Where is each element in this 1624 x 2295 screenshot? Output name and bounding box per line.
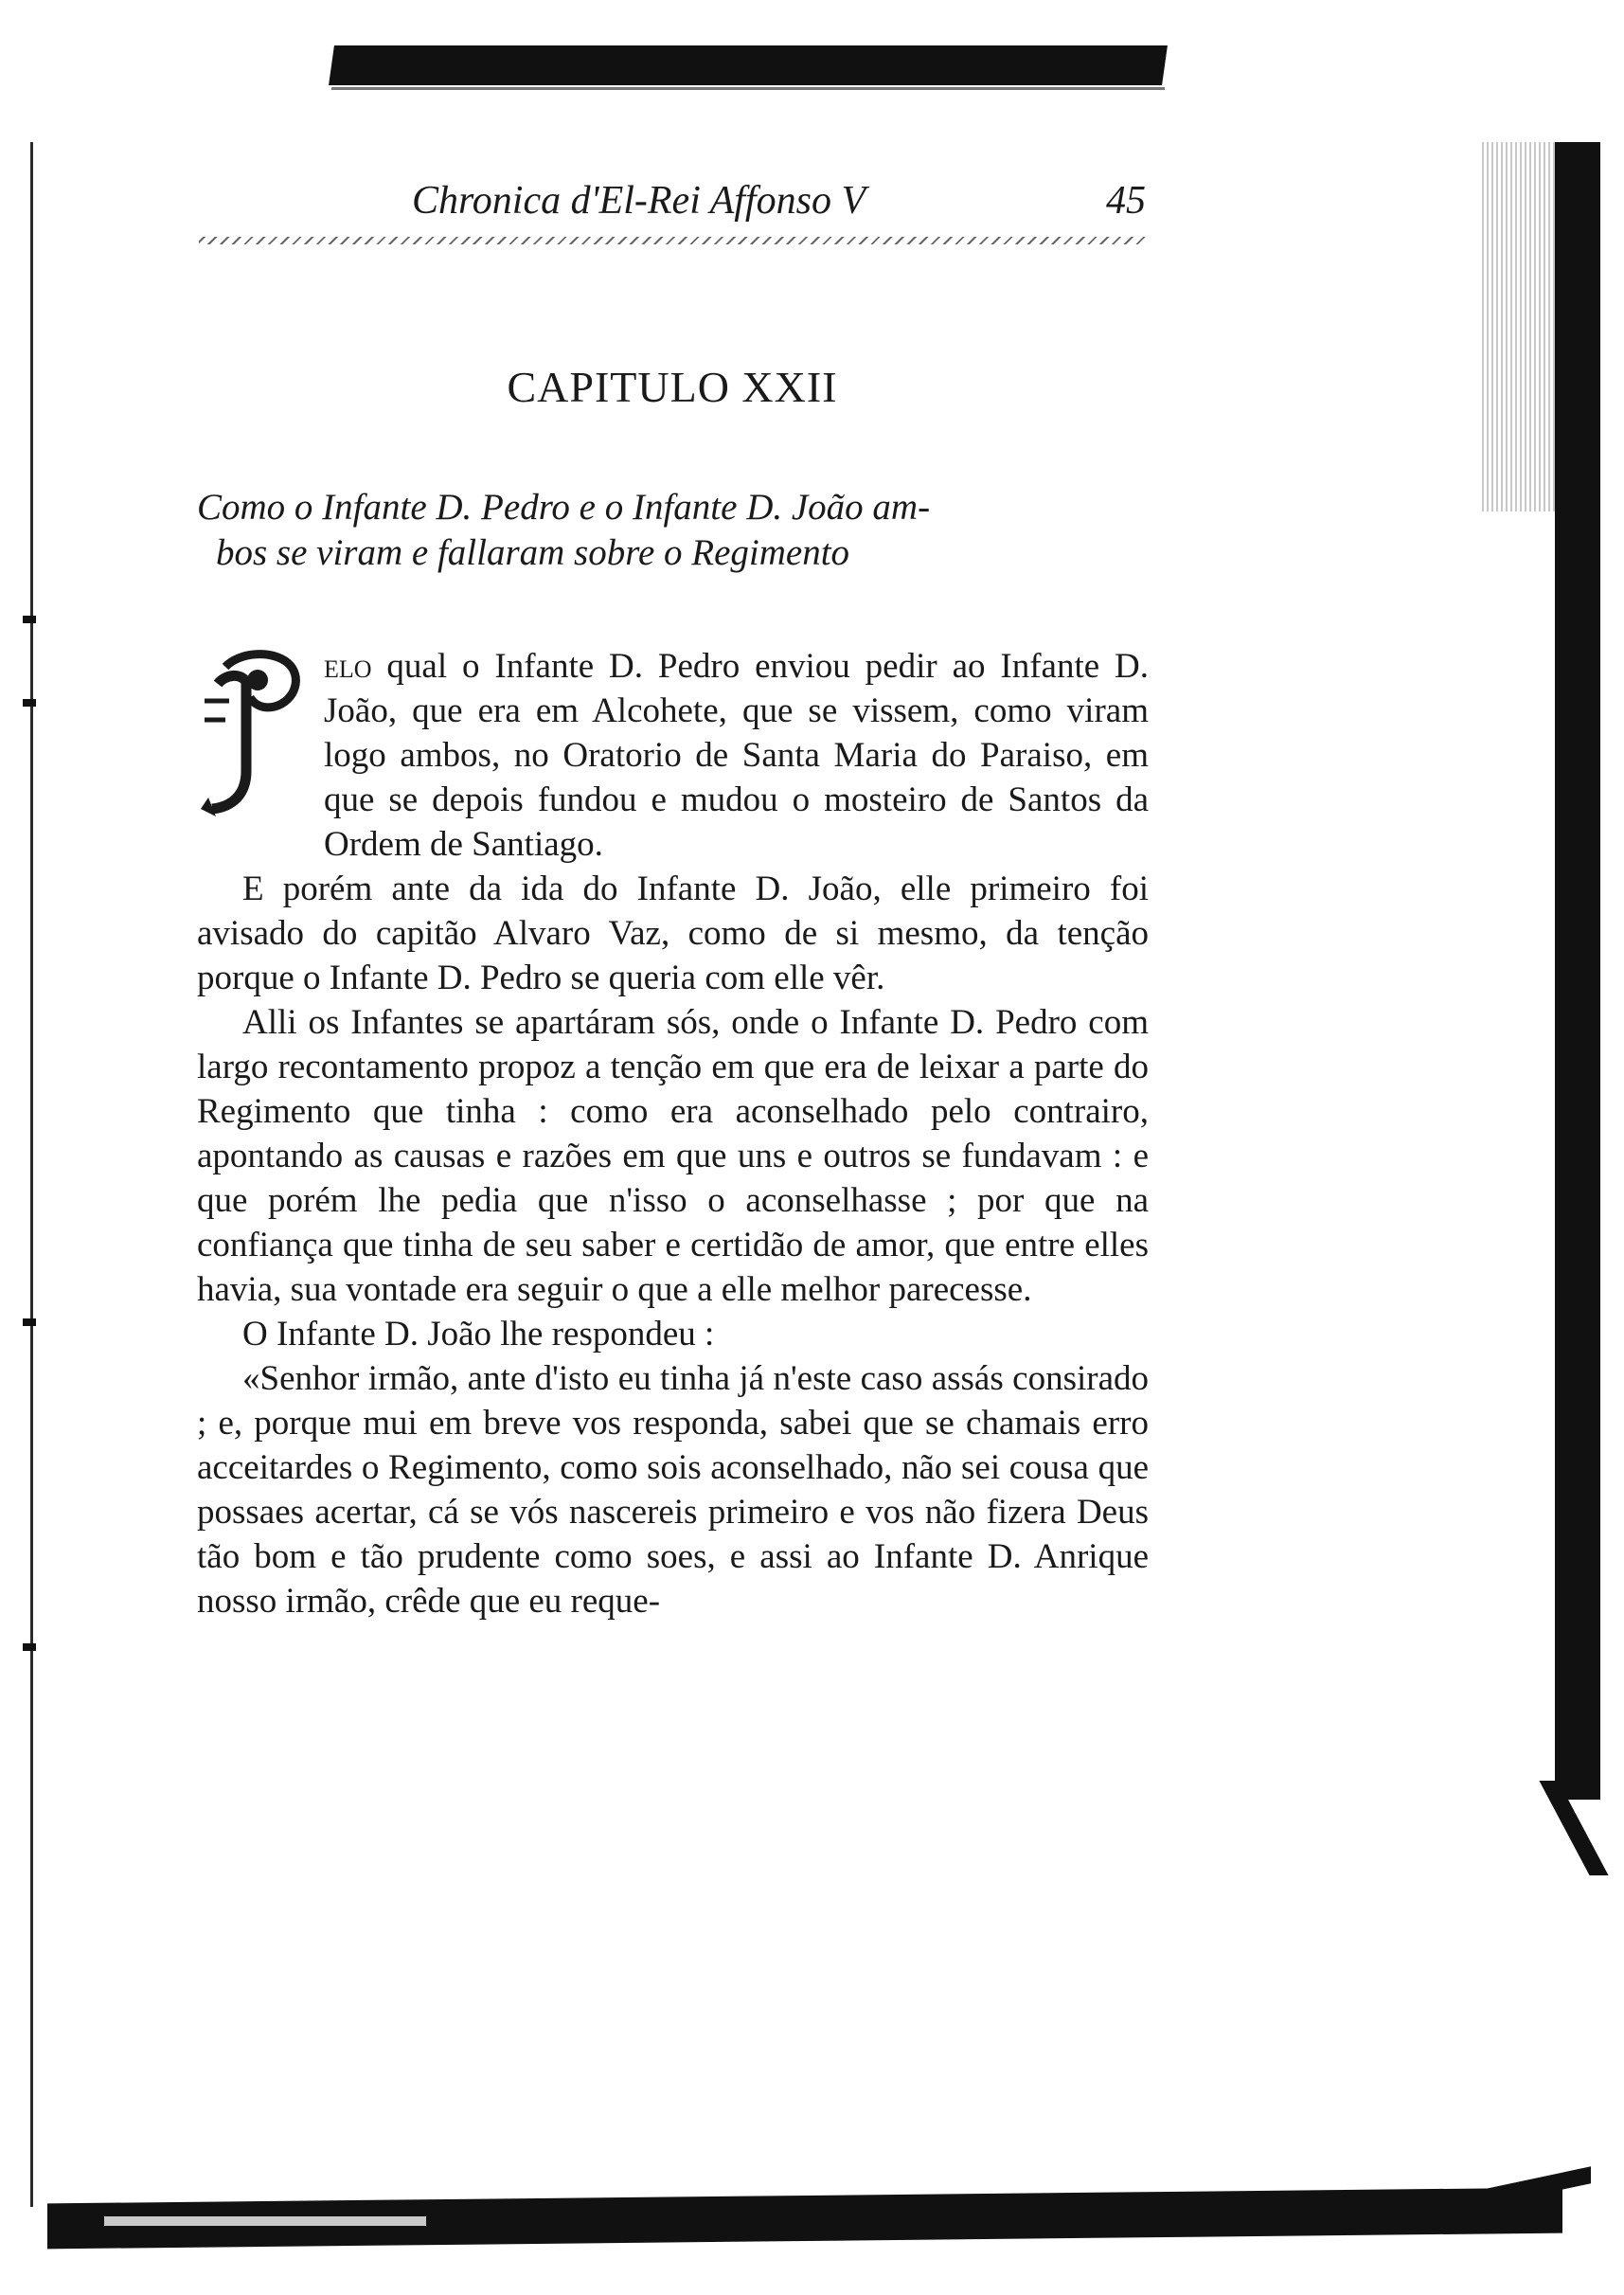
- scan-border-right: [1555, 142, 1600, 1800]
- chapter-subtitle: [197, 485, 1149, 576]
- paragraph: [197, 644, 1149, 867]
- running-head: [199, 178, 1146, 244]
- drop-cap: [197, 646, 311, 824]
- scan-border-top-rule: [331, 87, 1165, 90]
- scan-mark: [23, 1318, 36, 1326]
- scan-border-top: [329, 45, 1168, 85]
- drop-cap-continuation: elo: [324, 647, 372, 686]
- scan-mark: [23, 616, 36, 623]
- running-head-rule: [199, 237, 1146, 244]
- body-text: [197, 644, 1149, 1623]
- running-title: Chronica d'El-Rei Affonso V: [412, 179, 866, 223]
- scan-mark: [23, 699, 36, 707]
- page-number: 45: [1106, 179, 1146, 223]
- scan-border-bottom-highlight: [104, 2216, 426, 2226]
- drop-cap-ornament-icon: [197, 646, 311, 824]
- scan-border-left: [30, 142, 33, 2207]
- scan-mark: [23, 1643, 36, 1651]
- chapter-title: CAPITULO XXII: [507, 363, 838, 411]
- chapter-subtitle-line: bos se viram e fallaram sobre o Regimento: [216, 532, 850, 573]
- chapter-subtitle-line: Como o Infante D. Pedro e o Infante D. João am-: [197, 487, 931, 528]
- paragraph: O Infante D. João lhe respondeu :: [242, 1315, 715, 1354]
- paragraph: E porém ante da ida do Infante D. João, elle primeiro foi avisado do capitão Alvaro Vaz, como de si mesmo, da tenção porque o Infante D. Pedro se queria com elle vêr.: [197, 870, 1149, 997]
- paragraph-text: qual o Infante D. Pedro enviou pedir ao Infante D. João, que era em Alcohete, que se vissem, como viram logo ambos, no Oratorio de Santa Maria do Paraiso, em que se depois fundou e mudou o mosteiro de Santos da Ordem de Santiago.: [324, 647, 1149, 864]
- paragraph: «Senhor irmão, ante d'isto eu tinha já n'este caso assás consirado ; e, porque mui em breve vos responda, sabei que se chamais erro acceitardes o Regimento, como sois aconselhado, não sei cousa que possaes acertar, cá se vós nascereis primeiro e vos não fizera Deus tão bom e tão prudente como soes, e assi ao Infante D. Anrique nosso irmão, crêde que eu reque-: [197, 1359, 1149, 1621]
- scan-border-right-shadow: [1482, 142, 1558, 511]
- paragraph: Alli os Infantes se apartáram sós, onde o Infante D. Pedro com largo recontamento propoz a tenção em que era de leixar a parte do Regimento que tinha : como era aconselhado pelo contrairo, apontando as causas e razões em que uns e outros se fundavam : e que porém lhe pedia que n'isso o aconselhasse ; por que na confiança que tinha de seu saber e certidão de amor, que entre elles havia, sua vontade era seguir o que a elle melhor parecesse.: [197, 1003, 1149, 1309]
